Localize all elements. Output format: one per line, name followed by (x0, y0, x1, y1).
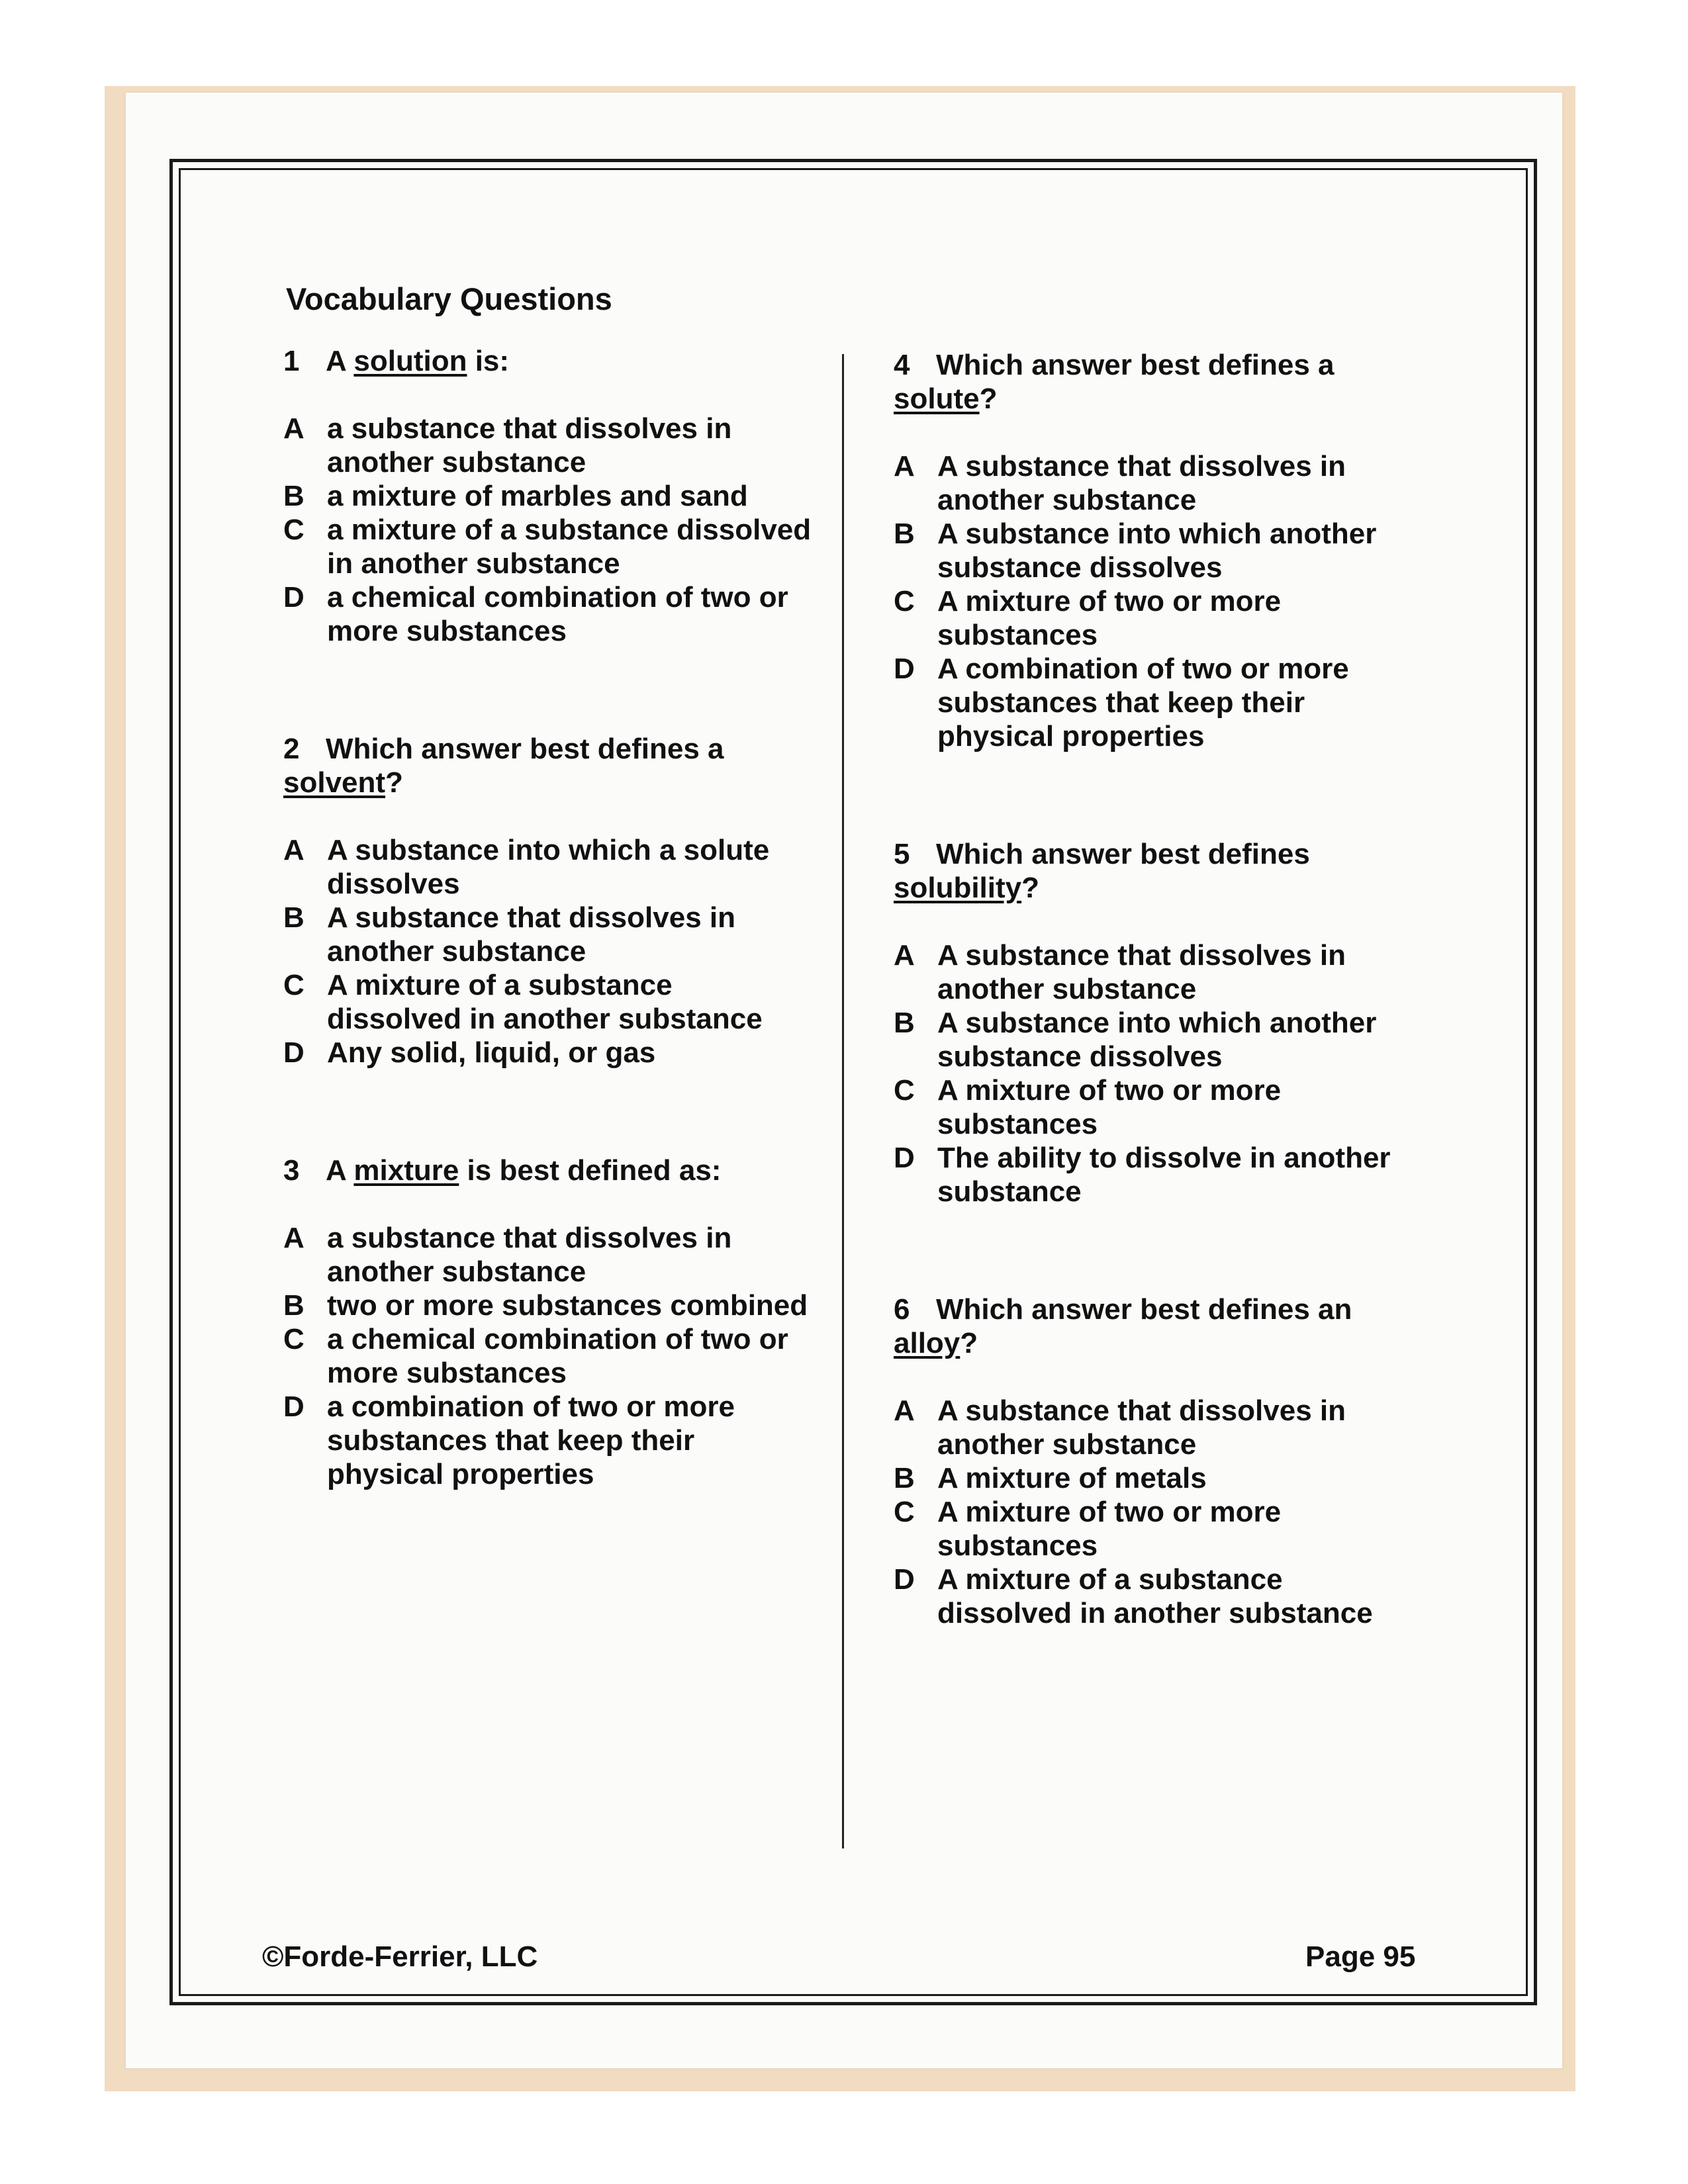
answer-option (894, 1461, 1423, 1495)
vocab-term: solution (353, 345, 467, 377)
answer-option (283, 580, 813, 648)
answer-option (894, 1495, 1423, 1563)
option-text: a combination of two or more substances that keep their physical properties (327, 1390, 735, 1490)
question-number: 5 (894, 838, 910, 870)
stem-text: ? (385, 766, 403, 799)
right-column (894, 348, 1423, 1630)
option-text: A substance that dissolves in another substance (327, 901, 735, 968)
option-text: a substance that dissolves in another substance (327, 1222, 732, 1288)
question-number: 1 (283, 345, 300, 377)
stem-text: Which answer best defines an (936, 1293, 1352, 1326)
answer-options (283, 1221, 813, 1491)
answer-option (283, 513, 813, 580)
answer-options (283, 833, 813, 1069)
option-text: a chemical combination of two or more substances (327, 1323, 788, 1389)
question-stem (894, 837, 1423, 905)
option-text: A substance into which another substance dissolves (937, 1007, 1377, 1073)
option-text: A mixture of two or more substances (937, 585, 1282, 651)
option-text: A mixture of metals (937, 1462, 1207, 1494)
stem-text: is best defined as: (459, 1154, 722, 1187)
option-text: Any solid, liquid, or gas (327, 1036, 656, 1069)
question-2 (283, 732, 813, 1069)
question-stem (894, 348, 1423, 416)
option-letter: B (283, 480, 305, 512)
option-text: A substance that dissolves in another substance (937, 450, 1346, 516)
stem-text: Which answer best defines a (936, 349, 1335, 381)
answer-option (283, 1036, 813, 1069)
stem-text: is: (467, 345, 510, 377)
option-letter: C (283, 1323, 305, 1355)
answer-option (283, 412, 813, 479)
section-title: Vocabulary Questions (286, 281, 612, 316)
answer-option (894, 1563, 1423, 1630)
option-letter: B (894, 518, 915, 550)
question-3 (283, 1154, 813, 1491)
option-text: A mixture of a substance dissolved in another substance (327, 969, 763, 1035)
stem-text: Which answer best defines (936, 838, 1310, 870)
page-number: Page 95 (1305, 1940, 1416, 1973)
answer-option (283, 1322, 813, 1390)
answer-option (894, 1141, 1423, 1208)
option-letter: A (894, 1394, 915, 1427)
option-letter: B (894, 1007, 915, 1039)
left-column (283, 344, 813, 1491)
stem-text: A (326, 345, 354, 377)
answer-option (894, 1394, 1423, 1461)
option-text: a mixture of marbles and sand (327, 480, 748, 512)
answer-option (283, 833, 813, 901)
question-stem (283, 344, 813, 378)
answer-options (894, 1394, 1423, 1630)
stem-text: ? (960, 1327, 978, 1359)
option-letter: D (283, 581, 305, 614)
option-letter: A (283, 834, 305, 866)
answer-option (283, 479, 813, 513)
vocab-term: solubility (894, 872, 1022, 904)
option-text: The ability to dissolve in another substance (937, 1142, 1391, 1208)
option-text: A substance into which a solute dissolves (327, 834, 770, 900)
option-letter: D (283, 1036, 305, 1069)
option-letter: D (894, 1142, 915, 1174)
answer-options (894, 449, 1423, 753)
stem-text: A (326, 1154, 354, 1187)
vocab-term: alloy (894, 1327, 961, 1359)
option-letter: D (894, 1563, 915, 1596)
copyright-notice: ©Forde-Ferrier, LLC (262, 1940, 538, 1973)
question-6 (894, 1293, 1423, 1630)
option-letter: B (283, 901, 305, 934)
question-number: 3 (283, 1154, 300, 1187)
answer-option (894, 517, 1423, 584)
question-stem (283, 732, 813, 799)
option-text: A substance that dissolves in another substance (937, 1394, 1346, 1461)
option-letter: B (894, 1462, 915, 1494)
option-text: a chemical combination of two or more substances (327, 581, 788, 647)
column-divider (842, 354, 844, 1848)
answer-option (894, 1006, 1423, 1073)
option-text: A mixture of two or more substances (937, 1074, 1282, 1140)
vocab-term: mixture (353, 1154, 459, 1187)
question-number: 6 (894, 1293, 910, 1326)
answer-option (283, 1221, 813, 1289)
answer-option (283, 968, 813, 1036)
question-4 (894, 348, 1423, 753)
answer-option (283, 1390, 813, 1491)
option-text: a substance that dissolves in another substance (327, 412, 732, 478)
answer-options (894, 938, 1423, 1208)
option-letter: C (894, 1496, 915, 1528)
question-1 (283, 344, 813, 648)
option-letter: C (283, 514, 305, 546)
option-letter: A (894, 939, 915, 972)
question-number: 2 (283, 733, 300, 765)
question-stem (894, 1293, 1423, 1360)
answer-option (283, 901, 813, 968)
option-letter: C (894, 1074, 915, 1107)
option-text: A substance that dissolves in another substance (937, 939, 1346, 1005)
question-5 (894, 837, 1423, 1208)
option-text: a mixture of a substance dissolved in another substance (327, 514, 812, 580)
option-text: A mixture of two or more substances (937, 1496, 1282, 1562)
stem-text: ? (1021, 872, 1040, 904)
option-letter: C (894, 585, 915, 617)
answer-option (283, 1289, 813, 1322)
option-letter: A (283, 412, 305, 445)
option-letter: D (283, 1390, 305, 1423)
stem-text: Which answer best defines a (326, 733, 724, 765)
vocab-term: solvent (283, 766, 386, 799)
option-letter: B (283, 1289, 305, 1322)
question-number: 4 (894, 349, 910, 381)
option-letter: C (283, 969, 305, 1001)
answer-options (283, 412, 813, 648)
option-letter: D (894, 653, 915, 685)
option-text: A substance into which another substance dissolves (937, 518, 1377, 584)
stem-text: ? (979, 383, 998, 415)
vocab-term: solute (894, 383, 980, 415)
answer-option (894, 1073, 1423, 1141)
answer-option (894, 449, 1423, 517)
option-text: A mixture of a substance dissolved in another substance (937, 1563, 1373, 1629)
option-text: A combination of two or more substances that keep their physical properties (937, 653, 1349, 752)
question-stem (283, 1154, 813, 1187)
option-letter: A (894, 450, 915, 482)
answer-option (894, 938, 1423, 1006)
option-letter: A (283, 1222, 305, 1254)
answer-option (894, 584, 1423, 652)
option-text: two or more substances combined (327, 1289, 808, 1322)
answer-option (894, 652, 1423, 753)
